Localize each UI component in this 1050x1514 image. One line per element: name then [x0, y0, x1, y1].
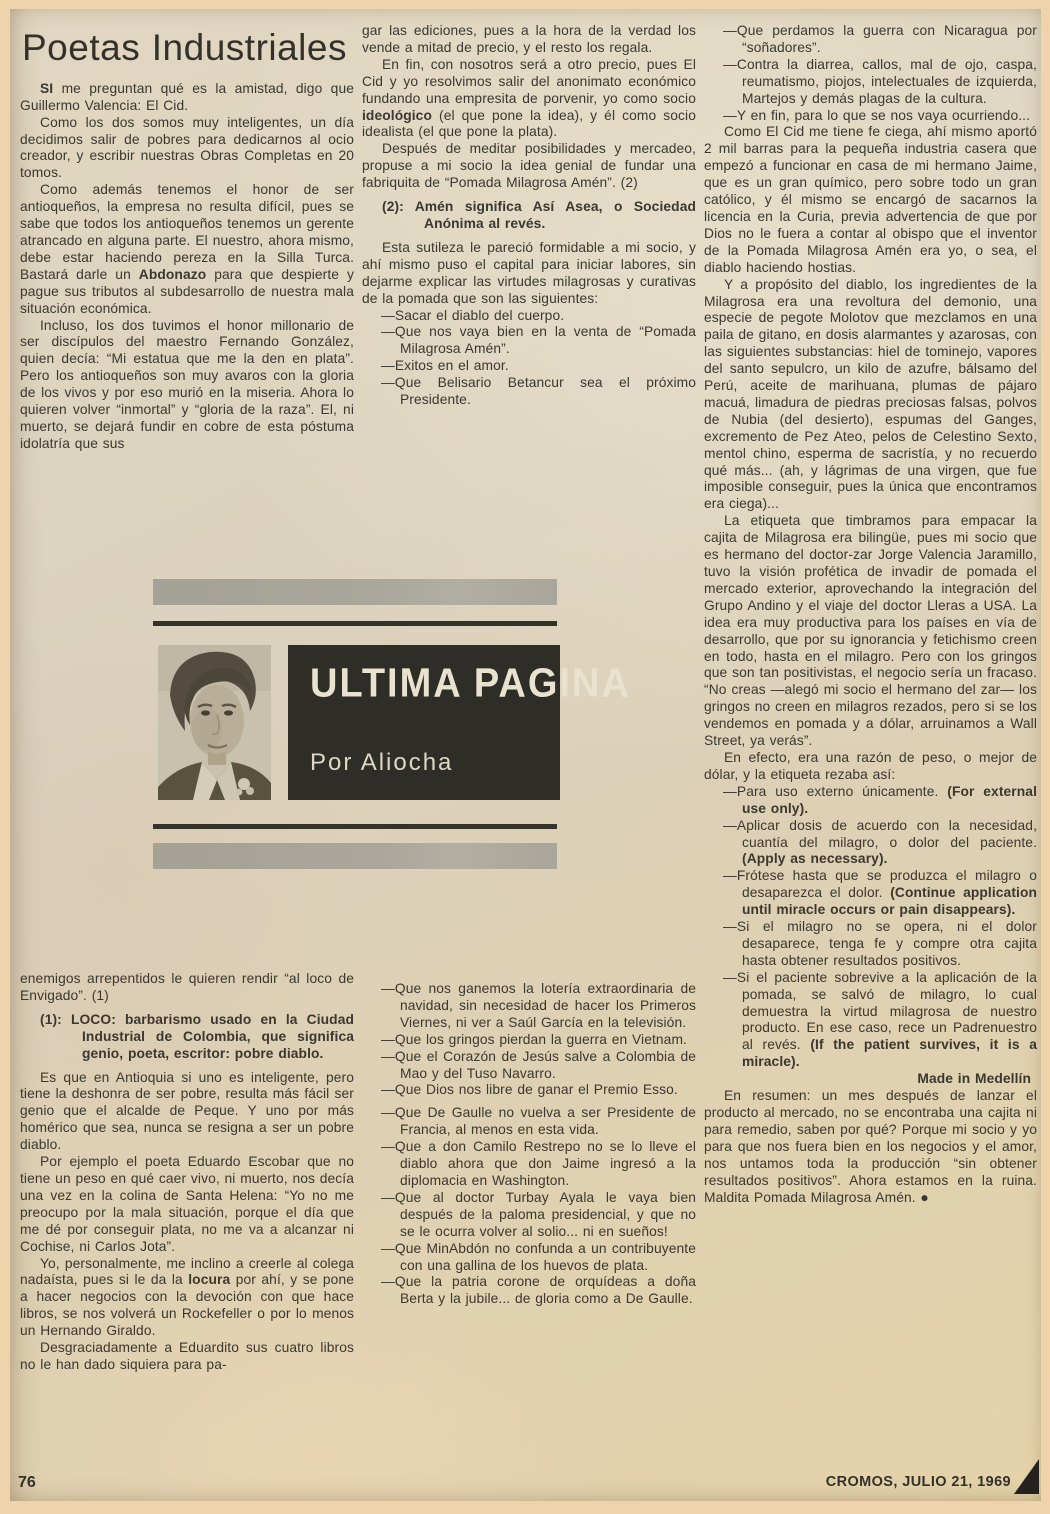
- paragraph: Esta sutileza le pareció formidable a mi socio, y ahí mismo puso el capital para iniciar labores, sin dejarme explicar las virtudes milagrosas y curativas de la pomada que son las siguientes:: [362, 239, 696, 306]
- footnote-1: (1): LOCO: barbarismo usado en la Ciudad Industrial de Colombia, que significa genio, poeta, escritor: pobre diablo.: [40, 1011, 354, 1061]
- list-item: —Que el Corazón de Jesús salve a Colombia de Mao y del Tuso Navarro.: [381, 1048, 696, 1081]
- column-1-top: [20, 29, 354, 453]
- list-item: —Y en fin, para lo que se nos vaya ocurriendo...: [723, 107, 1031, 123]
- column-1-bottom: [20, 971, 354, 1374]
- ultima-pagina-feature: [153, 579, 631, 871]
- aliocha-portrait-photo: [158, 645, 271, 800]
- feature-title: ULTIMA PAGINA: [310, 661, 631, 707]
- divider-rule-top: [153, 621, 557, 626]
- portrait-illustration: [158, 645, 271, 800]
- feature-media-row: [153, 645, 631, 800]
- label-list-item: —Frótese hasta que se produzca el milagro o desaparezca el dolor. (Continue application until miracle occurs or pain disappears).: [723, 868, 1037, 918]
- list-item: —Que De Gaulle no vuelva a ser Presidente de Francia, al menos en esta vida.: [381, 1105, 696, 1138]
- list-item: —Que Dios nos libre de ganar el Premio Esso.: [381, 1082, 678, 1098]
- divider-rule-bottom: [153, 824, 557, 829]
- list-item: —Que a don Camilo Restrepo no se lo lleve el diablo ahora que don Jaime ingresó a la diplomacia en Washington.: [381, 1139, 696, 1188]
- paragraph: Como El Cid me tiene fe ciega, ahí mismo aportó 2 mil barras para la pequeña industria casera que empezó a funcionar en casa de mi hermano Jaime, que es un gran químico, pero sobre todo un gran católico, y él mismo se encargó de sacarnos la licencia en la Curia, previa advertencia de que por Dios no le fuera a contar al obispo que el inventor de la Pomada Milagrosa Amén era yo, o sea, el diablo haciendo hostias.: [704, 124, 1037, 275]
- list-item: —Que la patria corone de orquídeas a doña Berta y la jubile... de gloria como a De Gaulle.: [381, 1274, 696, 1307]
- label-list-item: —Aplicar dosis de acuerdo con la necesidad, cuantía del milagro, o dolor del paciente. (Apply as necessary).: [723, 817, 1037, 867]
- list-item: —Exitos en el amor.: [381, 358, 509, 374]
- corner-triangle-mark: [1014, 1459, 1039, 1494]
- paragraph: enemigos arrepentidos le quieren rendir “al loco de Envigado”. (1): [20, 971, 354, 1003]
- paragraph: La etiqueta que timbramos para empacar la cajita de Milagrosa era bilingüe, pues mi socio que es hermano del doctor-zar Jorge Valencia Jaramillo, tuvo la visión profética de invadir de pomada el mercado exterior, aprovechando la integración del Grupo Andino y el viaje del doctor Lleras a USA. La idea era muy productiva para los países en vía de desarrollo, que por su ignorancia y fetichismo creen en todo, hasta en el milagro. Pero con los gringos que son tan positivistas, el negocio sería un fracaso. “No creas —alegó mi socio el hermano del zar— los gringos no creen en milagros rezados, pero si se los vendemos en pomada y a dólar, arruinamos a Wall Street, ya verás”.: [704, 513, 1037, 749]
- tone-bar-top: [153, 579, 557, 605]
- paragraph: Incluso, los dos tuvimos el honor millonario de ser discípulos del maestro Fernando González, quien decía: “Mi estatua que me la den en plata”. Pero los antioqueños son muy avaros con la gloria de los vivos y por eso murió en la miseria. Ahora lo quieren volver “inmortal” y “gloria de la raza”. El, ni muerto, se dejará fundir en cobre de esta póstuma idolatría que sus: [20, 317, 354, 451]
- list-item: —Que MinAbdón no confunda a un contribuyente con una gallina de los huevos de plata.: [381, 1240, 696, 1273]
- magazine-date-line: CROMOS, JULIO 21, 1969: [825, 1474, 1011, 1490]
- paragraph: Por ejemplo el poeta Eduardo Escobar que no tiene un peso en qué caer vivo, ni muerto, nos decía una vez en la colina de Santa Helena: “Yo no me preocupo por la mala situación, porque el día que me dé por conseguir plata, no me va a alcanzar ni Cochise, ni Carlos Jota”.: [20, 1154, 354, 1254]
- paragraph: Y a propósito del diablo, los ingredientes de la Milagrosa era una revoltura del demonio, una especie de pegote Molotov que mezclamos en una paila de gitano, en dosis alarmantes y azarosas, con las siguientes substancias: hiel de tominejo, vapores del santo sepulcro, un kilo de azufre, bálsamo del Perú, aceite de marihuana, plumas de pájaro macuá, limadura de piedras preciosas falsas, polvos de Nubia (del desierto), espumas del Ganges, excremento de Pez Ateo, pelos de Celestino Sexto, mentol chino, esperma de sacristía, y no recuerdo qué más... (ah, y lágrimas de una virgen, que fue imposible conseguir, pues la única que encontramos era ciega)...: [704, 276, 1037, 512]
- paragraph: Como además tenemos el honor de ser antioqueños, la empresa no resulta difícil, pues se sabe que todos los antioqueños tenemos un gerente atrancado en alguna parte. El nuestro, ahora mismo, debe estar haciendo pereza en la Silla Turca. Bastará darle un Abdonazo para que despierte y pague sus tributos al subdesarrollo de nuestra mala situación económica.: [20, 182, 354, 316]
- paragraph: En fin, con nosotros será a otro precio, pues El Cid y yo resolvimos salir del anonimato económico fundando una empresita de porvenir, yo como socio ideológico (el que pone la idea), y él como socio idealista (el que pone la plata).: [362, 56, 696, 140]
- paragraph: Yo, personalmente, me inclino a creerle al colega nadaísta, pues si le da la locura por ahí, y se pone a hacer negocios con la devoción con que hace libros, se nos volverá un Rockefeller o por lo menos un Hernando Giraldo.: [20, 1255, 355, 1339]
- footnote-2: (2): Amén significa Así Asea, o Sociedad Anónima al revés.: [382, 199, 696, 231]
- list-item: —Que Belisario Betancur sea el próximo Presidente.: [381, 375, 696, 408]
- feature-title-box: [288, 645, 631, 800]
- list-item: —Contra la diarrea, callos, mal de ojo, caspa, reumatismo, piojos, intelectuales de izquierda, Martejos y demás plagas de la cultura.: [723, 56, 1037, 106]
- list-item: —Que los gringos pierdan la guerra en Vietnam.: [381, 1031, 687, 1047]
- list-item: —Que al doctor Turbay Ayala le vaya bien después de la paloma presidencial, y que no se le ocurra volver al solio... ni en sueños!: [381, 1189, 696, 1239]
- paragraph: SI me preguntan qué es la amistad, digo que Guillermo Valencia: El Cid.: [20, 80, 354, 113]
- paragraph: En resumen: un mes después de lanzar el producto al mercado, no se encontraba una cajita ni para remedio, saben por qué? Porque mi socio y yo para que nos fuera bien en los negocios y el amor, nos untamos toda la producción “sin obtener resultados positivos”. Ahora estamos en la ruina. Maldita Pomada Milagrosa Amén. ●: [704, 1088, 1037, 1205]
- list-item: —Que nos vaya bien en la venta de “Pomada Milagrosa Amén”.: [381, 324, 696, 357]
- paragraph: En efecto, era una razón de peso, o mejor de dólar, y la etiqueta rezaba así:: [704, 749, 1037, 782]
- list-item: —Que nos ganemos la lotería extraordinaria de navidad, sin necesidad de hacer los Primeros Viernes, ni ver a Saúl García en la televisión.: [381, 981, 696, 1030]
- label-list-item: —Si el paciente sobrevive a la aplicación de la pomada, se salvó de milagro, lo cual demuestra la virtud milagrosa de nuestro producto. En ese caso, rece un Padrenuestro al revés. (If the patient survives, it is a miracle).: [723, 969, 1037, 1070]
- label-list-item: —Si el milagro no se opera, ni el dolor desaparece, tenga fe y compre otra cajita hasta obtener resultados positivos.: [723, 919, 1037, 968]
- magazine-page-paper: [10, 9, 1041, 1501]
- article-title: Poetas Industriales: [22, 27, 347, 68]
- column-2-top: [362, 23, 696, 409]
- paragraph: Desgraciadamente a Eduardito sus cuatro libros no le han dado siquiera para pa-: [20, 1340, 354, 1372]
- list-item: —Sacar el diablo del cuerpo.: [381, 307, 565, 323]
- label-list-item: —Para uso externo únicamente. (For external use only).: [723, 783, 1038, 816]
- list-item: —Que perdamos la guerra con Nicaragua por “soñadores”.: [723, 23, 1037, 55]
- paragraph: Como los dos somos muy inteligentes, un día decidimos salir de pobres para dedicarnos al ocio creador, y escribir nuestras Obras Completas en 20 tomos.: [20, 114, 354, 181]
- paragraph: gar las ediciones, pues a la hora de la verdad los vende a mitad de precio, y el resto los regala.: [362, 23, 696, 55]
- paragraph: Después de meditar posibilidades y mercadeo, propuse a mi socio la idea genial de fundar una fabriquita de “Pomada Milagrosa Amén”. (2): [362, 141, 696, 191]
- column-3: [704, 23, 1037, 1206]
- made-in-medellin-line: Made in Medellín: [917, 1071, 1031, 1087]
- page-number: 76: [18, 1474, 36, 1491]
- column-2-bottom: [362, 981, 696, 1308]
- feature-byline: Por Aliocha: [310, 749, 454, 776]
- tone-bar-bottom: [153, 843, 557, 869]
- paragraph: Es que en Antioquia si uno es inteligente, pero tiene la deshonra de ser pobre, resulta más fácil ser genio que el alcalde de Peque. Y uno por más homérico que sea, nunca se resigna a ser un pobre diablo.: [20, 1069, 354, 1153]
